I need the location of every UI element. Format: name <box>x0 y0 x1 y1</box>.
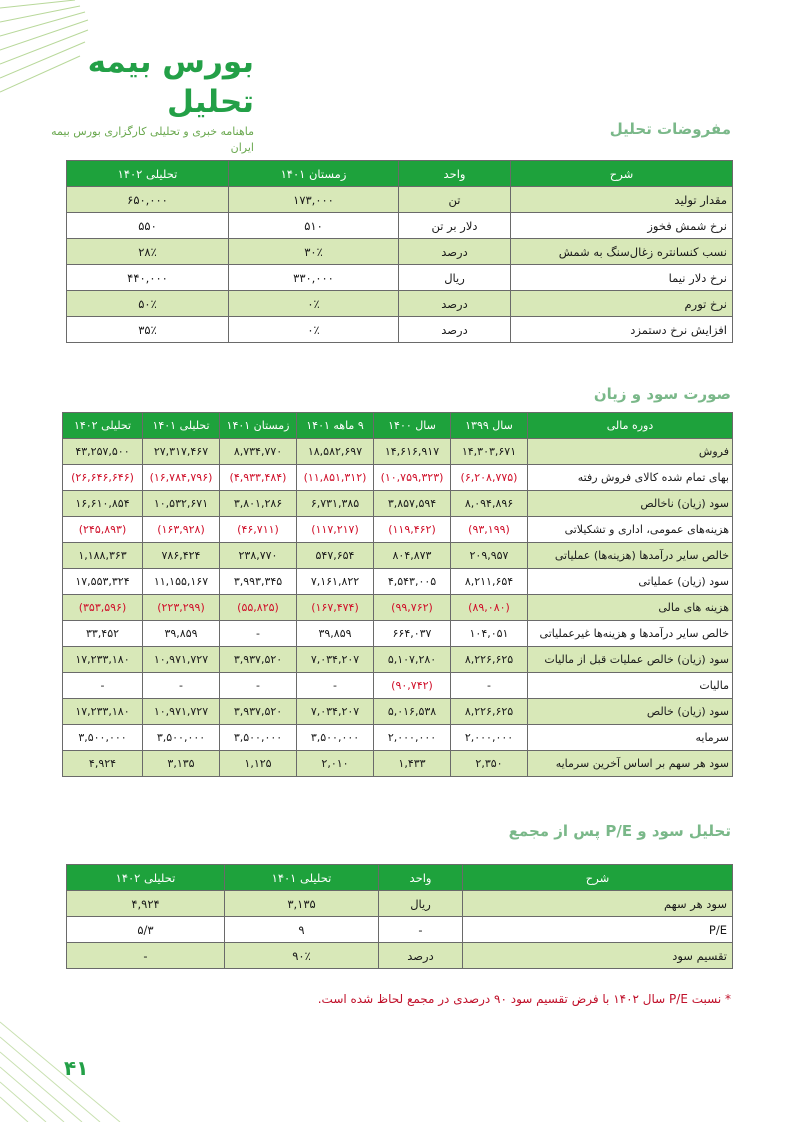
table-cell: ۸۰۴,۸۷۳ <box>374 543 451 569</box>
table-cell: ۳,۵۰۰,۰۰۰ <box>63 725 143 751</box>
table-cell: ۳,۹۳۷,۵۲۰ <box>220 647 297 673</box>
table-cell: ۱۰,۹۷۱,۷۲۷ <box>143 699 220 725</box>
table-cell: ۹ <box>225 917 379 943</box>
income-statement-table <box>62 412 733 777</box>
table-cell: ۳,۵۰۰,۰۰۰ <box>220 725 297 751</box>
table-cell: (۴,۹۳۳,۴۸۴) <box>220 465 297 491</box>
table-cell: ۲۸٪ <box>67 239 229 265</box>
table-cell: نرخ تورم <box>511 291 733 317</box>
table-cell: ۳,۸۰۱,۲۸۶ <box>220 491 297 517</box>
table-row <box>63 465 733 491</box>
table-cell: (۹۰,۷۴۲) <box>374 673 451 699</box>
table-cell: سود هر سهم بر اساس آخرین سرمایه <box>528 751 733 777</box>
table-header-row <box>67 161 733 187</box>
table-cell: ۱۷,۲۳۳,۱۸۰ <box>63 647 143 673</box>
table-cell: - <box>379 917 463 943</box>
table-cell: سود (زیان) خالص <box>528 699 733 725</box>
section-title-assumptions: مفروضات تحلیل <box>609 120 731 138</box>
table-cell: خالص سایر درآمدها و هزینه‌ها غیرعملیاتی <box>528 621 733 647</box>
table-cell: ۷,۱۶۱,۸۲۲ <box>297 569 374 595</box>
table-cell: ۳,۵۰۰,۰۰۰ <box>297 725 374 751</box>
table-row <box>63 751 733 777</box>
table-cell: ۲,۳۵۰ <box>451 751 528 777</box>
table-cell: ۵/۳ <box>67 917 225 943</box>
table-cell: - <box>63 673 143 699</box>
table-cell: افزایش نرخ دستمزد <box>511 317 733 343</box>
table-cell: ۳,۸۵۷,۵۹۴ <box>374 491 451 517</box>
table-row <box>67 213 733 239</box>
table-cell: ۲۳۸,۷۷۰ <box>220 543 297 569</box>
table-cell: ۴۳,۲۵۷,۵۰۰ <box>63 439 143 465</box>
table-cell: ۰٪ <box>229 291 399 317</box>
table-cell: (۱۶,۷۸۴,۷۹۶) <box>143 465 220 491</box>
header-cell: سال ۱۴۰۰ <box>374 413 451 439</box>
table-cell: ۶۵۰,۰۰۰ <box>67 187 229 213</box>
table-row <box>63 517 733 543</box>
table-row <box>63 621 733 647</box>
table-cell: ۶,۷۳۱,۳۸۵ <box>297 491 374 517</box>
table-cell: ۷۸۶,۴۲۴ <box>143 543 220 569</box>
header-cell: ۹ ماهه ۱۴۰۱ <box>297 413 374 439</box>
table-row <box>63 491 733 517</box>
table-header-row <box>63 413 733 439</box>
table-row <box>67 317 733 343</box>
table-cell: ۸,۷۳۴,۷۷۰ <box>220 439 297 465</box>
table-cell: (۲۲۳,۲۹۹) <box>143 595 220 621</box>
header-cell: سال ۱۳۹۹ <box>451 413 528 439</box>
table-cell: (۳۵۳,۵۹۶) <box>63 595 143 621</box>
table-cell: ۰٪ <box>229 317 399 343</box>
table-cell: ۱۱,۱۵۵,۱۶۷ <box>143 569 220 595</box>
table-cell: ۱۷۳,۰۰۰ <box>229 187 399 213</box>
table-row <box>63 647 733 673</box>
table-cell: (۱۱۷,۲۱۷) <box>297 517 374 543</box>
table-cell: (۶,۲۰۸,۷۷۵) <box>451 465 528 491</box>
header-cell: واحد <box>399 161 511 187</box>
table-cell: (۲۴۵,۸۹۳) <box>63 517 143 543</box>
table-cell: (۹۹,۷۶۲) <box>374 595 451 621</box>
table-cell: ۸,۰۹۴,۸۹۶ <box>451 491 528 517</box>
header-cell: تحلیلی ۱۴۰۲ <box>67 865 225 891</box>
table-cell: نرخ شمش فخوز <box>511 213 733 239</box>
table-cell: (۱۱۹,۴۶۲) <box>374 517 451 543</box>
table-cell: - <box>143 673 220 699</box>
table-row <box>67 917 733 943</box>
table-row <box>63 595 733 621</box>
table-cell: ۴,۹۲۴ <box>63 751 143 777</box>
table-cell: مقدار تولید <box>511 187 733 213</box>
table-cell: ریال <box>379 891 463 917</box>
header-cell: زمستان ۱۴۰۱ <box>220 413 297 439</box>
table-cell: ۱,۱۸۸,۳۶۳ <box>63 543 143 569</box>
header-cell: تحلیلی ۱۴۰۱ <box>143 413 220 439</box>
table-cell: - <box>451 673 528 699</box>
table-cell: تن <box>399 187 511 213</box>
table-cell: (۱۶۳,۹۲۸) <box>143 517 220 543</box>
table-cell: P/E <box>463 917 733 943</box>
header-cell: واحد <box>379 865 463 891</box>
table-cell: ۲,۰۱۰ <box>297 751 374 777</box>
table-cell: نرخ دلار نیما <box>511 265 733 291</box>
table-cell: ۵۱۰ <box>229 213 399 239</box>
table-cell: ۸,۲۱۱,۶۵۴ <box>451 569 528 595</box>
table-cell: ۴۴۰,۰۰۰ <box>67 265 229 291</box>
table-cell: ۷,۰۳۴,۲۰۷ <box>297 647 374 673</box>
table-cell: ۷,۰۳۴,۲۰۷ <box>297 699 374 725</box>
table-cell: درصد <box>379 943 463 969</box>
table-row <box>67 239 733 265</box>
header-cell: شرح <box>511 161 733 187</box>
table-cell: ۱۰,۵۳۲,۶۷۱ <box>143 491 220 517</box>
table-cell: ۳,۹۹۳,۳۴۵ <box>220 569 297 595</box>
table-cell: - <box>220 621 297 647</box>
table-cell: ۵,۱۰۷,۲۸۰ <box>374 647 451 673</box>
table-cell: ۸,۲۲۶,۶۲۵ <box>451 647 528 673</box>
table-cell: فروش <box>528 439 733 465</box>
table-cell: ۳۹,۸۵۹ <box>297 621 374 647</box>
table-cell: ۳,۱۳۵ <box>225 891 379 917</box>
table-cell: درصد <box>399 291 511 317</box>
table-cell: ۳,۱۳۵ <box>143 751 220 777</box>
table-cell: هزینه‌های عمومی، اداری و تشکیلاتی <box>528 517 733 543</box>
table-cell: سود (زیان) خالص عملیات قبل از مالیات <box>528 647 733 673</box>
table-cell: ۹۰٪ <box>225 943 379 969</box>
table-cell: ۵۰٪ <box>67 291 229 317</box>
table-cell: ۵۵۰ <box>67 213 229 239</box>
header-cell: شرح <box>463 865 733 891</box>
table-cell: (۱۱,۸۵۱,۳۱۲) <box>297 465 374 491</box>
table-cell: ۳,۵۰۰,۰۰۰ <box>143 725 220 751</box>
table-cell: سود (زیان) ناخالص <box>528 491 733 517</box>
header-cell: دوره مالی <box>528 413 733 439</box>
table-cell: (۴۶,۷۱۱) <box>220 517 297 543</box>
table-row <box>67 187 733 213</box>
table-cell: ۴,۵۴۳,۰۰۵ <box>374 569 451 595</box>
pe-analysis-table <box>66 864 733 969</box>
table-cell: ۳۳۰,۰۰۰ <box>229 265 399 291</box>
table-cell: ۳۹,۸۵۹ <box>143 621 220 647</box>
section-title-income: صورت سود و زیان <box>593 385 731 403</box>
header-cell: زمستان ۱۴۰۱ <box>229 161 399 187</box>
table-header-row <box>67 865 733 891</box>
table-cell: ۸,۲۲۶,۶۲۵ <box>451 699 528 725</box>
header-cell: تحلیلی ۱۴۰۲ <box>63 413 143 439</box>
table-cell: - <box>297 673 374 699</box>
table-cell: ۳۵٪ <box>67 317 229 343</box>
table-cell: (۱۶۷,۴۷۴) <box>297 595 374 621</box>
table-cell: درصد <box>399 317 511 343</box>
table-cell: سود هر سهم <box>463 891 733 917</box>
table-cell: ۱,۴۳۳ <box>374 751 451 777</box>
table-cell: دلار بر تن <box>399 213 511 239</box>
table-cell: سود (زیان) عملیاتی <box>528 569 733 595</box>
table-cell: (۵۵,۸۲۵) <box>220 595 297 621</box>
table-cell: سرمایه <box>528 725 733 751</box>
table-cell: ۱۷,۲۳۳,۱۸۰ <box>63 699 143 725</box>
table-cell: ۲۰۹,۹۵۷ <box>451 543 528 569</box>
table-cell: ۲۷,۳۱۷,۴۶۷ <box>143 439 220 465</box>
table-row <box>63 439 733 465</box>
table-cell: ۳۳,۴۵۲ <box>63 621 143 647</box>
table-cell: (۲۶,۶۴۶,۶۴۶) <box>63 465 143 491</box>
brand-header <box>34 42 254 156</box>
table-row <box>63 569 733 595</box>
table-cell: ۱۶,۶۱۰,۸۵۴ <box>63 491 143 517</box>
assumptions-table <box>66 160 733 343</box>
table-cell: - <box>67 943 225 969</box>
table-row <box>63 673 733 699</box>
table-row <box>67 265 733 291</box>
footnote: * نسبت P/E سال ۱۴۰۲ با فرض تقسیم سود ۹۰ درصدی در مجمع لحاظ شده است. <box>317 992 731 1006</box>
table-cell: ۱۸,۵۸۲,۶۹۷ <box>297 439 374 465</box>
table-cell: ۱۴,۳۰۳,۶۷۱ <box>451 439 528 465</box>
table-cell: (۹۳,۱۹۹) <box>451 517 528 543</box>
section-title-pe: تحلیل سود و P/E پس از مجمع <box>508 822 731 840</box>
table-cell: ۳,۹۳۷,۵۲۰ <box>220 699 297 725</box>
table-row <box>63 725 733 751</box>
table-row <box>63 699 733 725</box>
table-cell: بهای تمام شده کالای فروش رفته <box>528 465 733 491</box>
table-cell: ۳۰٪ <box>229 239 399 265</box>
table-cell: ۱۰۴,۰۵۱ <box>451 621 528 647</box>
table-cell: ۶۶۴,۰۳۷ <box>374 621 451 647</box>
table-cell: (۱۰,۷۵۹,۳۲۳) <box>374 465 451 491</box>
table-row <box>63 543 733 569</box>
table-row <box>67 943 733 969</box>
header-cell: تحلیلی ۱۴۰۱ <box>225 865 379 891</box>
table-cell: ۱۷,۵۵۳,۳۲۴ <box>63 569 143 595</box>
table-cell: هزینه های مالی <box>528 595 733 621</box>
table-cell: ۲,۰۰۰,۰۰۰ <box>374 725 451 751</box>
table-cell: ۲,۰۰۰,۰۰۰ <box>451 725 528 751</box>
table-cell: ۱,۱۲۵ <box>220 751 297 777</box>
table-cell: ۵,۰۱۶,۵۳۸ <box>374 699 451 725</box>
table-row <box>67 891 733 917</box>
brand-title: بورس بیمه تحلیل <box>87 44 254 120</box>
table-cell: ۱۴,۶۱۶,۹۱۷ <box>374 439 451 465</box>
header-cell: تحلیلی ۱۴۰۲ <box>67 161 229 187</box>
brand-subtitle: ماهنامه خبری و تحلیلی کارگزاری بورس بیمه ایران <box>51 125 254 154</box>
page-number: ۴۱ <box>64 1056 89 1080</box>
table-cell: ۱۰,۹۷۱,۷۲۷ <box>143 647 220 673</box>
table-cell: خالص سایر درآمدها (هزینه‌ها) عملیاتی <box>528 543 733 569</box>
table-cell: (۸۹,۰۸۰) <box>451 595 528 621</box>
table-cell: مالیات <box>528 673 733 699</box>
table-cell: ۵۴۷,۶۵۴ <box>297 543 374 569</box>
table-cell: ریال <box>399 265 511 291</box>
table-cell: نسب کنسانتره زغال‌سنگ به شمش <box>511 239 733 265</box>
table-cell: - <box>220 673 297 699</box>
table-cell: تقسیم سود <box>463 943 733 969</box>
table-cell: درصد <box>399 239 511 265</box>
table-cell: ۴,۹۲۴ <box>67 891 225 917</box>
table-row <box>67 291 733 317</box>
